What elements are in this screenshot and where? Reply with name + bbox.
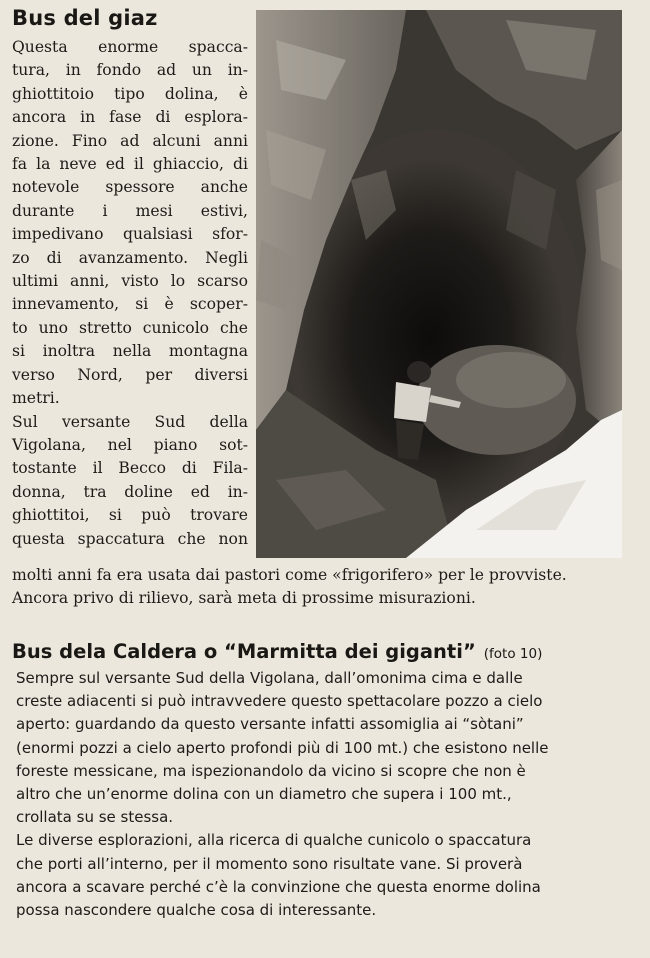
text-line: (enormi pozzi a cielo aperto profondi più di 100 mt.) che esistono nelle — [16, 738, 549, 757]
text-line: Ancora privo di rilievo, sarà meta di prossime misurazioni. — [12, 589, 476, 608]
text-line: questa spaccatura che non — [12, 529, 248, 548]
text-line: foreste messicane, ma ispezionandolo da vicino si scopre che non è — [16, 761, 526, 780]
section-title-bus-del-giaz: Bus del giaz — [12, 6, 158, 30]
text-line: verso Nord, per diversi — [12, 365, 248, 384]
text-line: altro che un’enorme dolina con un diametro che supera i 100 mt., — [16, 785, 512, 804]
text-line: metri. — [12, 389, 60, 408]
text-line: donna, tra doline ed in- — [12, 482, 248, 501]
column-text — [12, 36, 248, 551]
text-line: si inoltra nella montagna — [12, 342, 248, 361]
text-line: zione. Fino ad alcuni anni — [12, 131, 248, 150]
text-line: Questa enorme spacca- — [12, 38, 248, 56]
text-line: innevamento, si è scoper- — [12, 295, 248, 314]
text-line: tura, in fondo ad un in- — [12, 61, 248, 80]
text-line: ghiottitoio tipo dolina, è — [12, 84, 248, 103]
text-line: ancora in fase di esplora- — [12, 108, 248, 127]
text-line: crollata su se stessa. — [16, 808, 174, 827]
text-line: to uno stretto cunicolo che — [12, 318, 248, 337]
full-width-text — [12, 564, 624, 611]
text-line: durante i mesi estivi, — [12, 201, 248, 220]
text-line: zo di avanzamento. Negli — [12, 248, 248, 267]
text-line: Sul versante Sud della — [12, 412, 248, 431]
photo-reference: (foto 10) — [483, 646, 543, 662]
text-line: fa la neve ed il ghiaccio, di — [12, 155, 248, 174]
section-body — [16, 667, 628, 922]
text-line: aperto: guardando da questo versante infatti assomiglia ai “sòtani” — [16, 715, 524, 734]
section-title-text: Bus dela Caldera o “Marmitta dei giganti” — [12, 640, 476, 663]
text-line: Sempre sul versante Sud della Vigolana, dall’omonima cima e dalle — [16, 669, 523, 687]
cave-photo — [256, 10, 622, 558]
section-title-bus-dela-caldera — [12, 640, 542, 663]
text-line: che porti all’interno, per il momento sono risultate vane. Si proverà — [16, 854, 523, 873]
text-line: Le diverse esplorazioni, alla ricerca di qualche cunicolo o spaccatura — [16, 831, 532, 850]
text-line: impedivano qualsiasi sfor- — [12, 225, 248, 244]
text-line: creste adiacenti si può intravvedere questo spettacolare pozzo a cielo — [16, 692, 543, 711]
text-line: tostante il Becco di Fila- — [12, 459, 248, 478]
text-line: ancora a scavare perché c’è la convinzione che questa enorme dolina — [16, 877, 541, 896]
text-line: notevole spessore anche — [12, 178, 248, 197]
text-line: molti anni fa era usata dai pastori come «frigorifero» per le provviste. — [12, 566, 567, 584]
text-line: ultimi anni, visto lo scarso — [12, 272, 248, 291]
text-line: ghiottitoi, si può trovare — [12, 506, 248, 525]
text-line: possa nascondere qualche cosa di interessante. — [16, 901, 377, 920]
text-line: Vigolana, nel piano sot- — [12, 435, 248, 454]
